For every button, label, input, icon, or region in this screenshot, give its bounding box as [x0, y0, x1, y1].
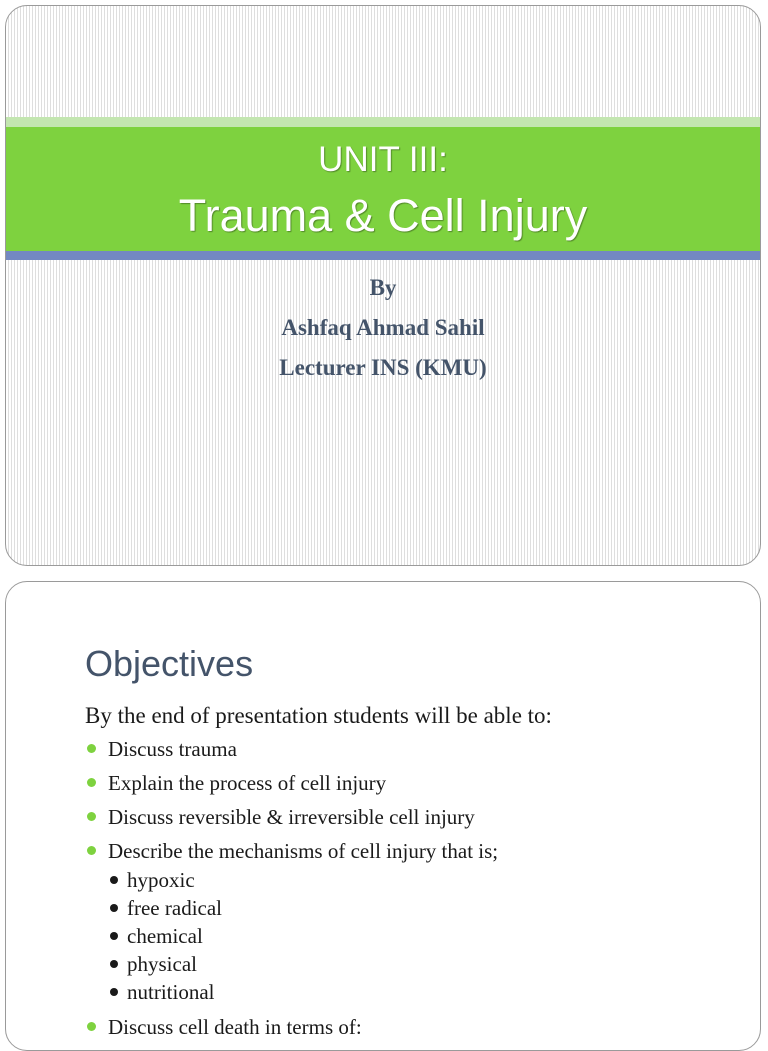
objectives-slide [5, 581, 761, 1051]
objectives-heading: Objectives [85, 643, 254, 684]
sub-bullet-icon [110, 932, 118, 940]
list-item-text: Discuss cell death in terms of: [108, 1015, 362, 1039]
objectives-list [86, 736, 726, 1048]
sub-list-item [108, 978, 726, 1006]
sub-list-item [108, 866, 726, 894]
objectives-intro: By the end of presentation students will be able to: [85, 703, 552, 728]
sub-list-item-text: free radical [127, 896, 223, 920]
list-item-text: Describe the mechanisms of cell injury that is; [108, 839, 499, 863]
sub-bullet-icon [110, 904, 118, 912]
sub-bullet-icon [110, 988, 118, 996]
list-item [86, 804, 726, 830]
sub-list-item-text: nutritional [127, 980, 215, 1004]
list-item-text: Discuss trauma [108, 737, 237, 761]
title-accent-bar-top [6, 117, 760, 127]
sub-bullet-icon [110, 876, 118, 884]
list-item [86, 770, 726, 796]
bullet-icon [87, 812, 96, 821]
mechanisms-sublist [108, 866, 726, 1006]
sub-list-item [108, 950, 726, 978]
title-accent-bar-bottom [6, 251, 760, 260]
list-item [86, 736, 726, 762]
byline-by: By [369, 275, 397, 300]
list-item-text: Discuss reversible & irreversible cell injury [108, 805, 475, 829]
bullet-icon [87, 744, 96, 753]
sub-list-item [108, 922, 726, 950]
slide-title-main: Trauma & Cell Injury [178, 190, 588, 241]
bullet-icon [87, 778, 96, 787]
bullet-icon [87, 846, 96, 855]
sub-list-item-text: chemical [127, 924, 203, 948]
list-item [86, 1014, 726, 1040]
sub-list-item-text: physical [127, 952, 197, 976]
list-item [86, 838, 726, 1006]
title-slide [5, 5, 761, 566]
byline-author: Ashfaq Ahmad Sahil [281, 315, 485, 340]
sub-list-item-text: hypoxic [127, 868, 195, 892]
byline-position: Lecturer INS (KMU) [279, 355, 487, 380]
bullet-icon [87, 1022, 96, 1031]
slide-title-unit: UNIT III: [318, 140, 448, 179]
sub-list-item [108, 894, 726, 922]
title-band [6, 127, 760, 251]
list-item-text: Explain the process of cell injury [108, 771, 387, 795]
sub-bullet-icon [110, 960, 118, 968]
